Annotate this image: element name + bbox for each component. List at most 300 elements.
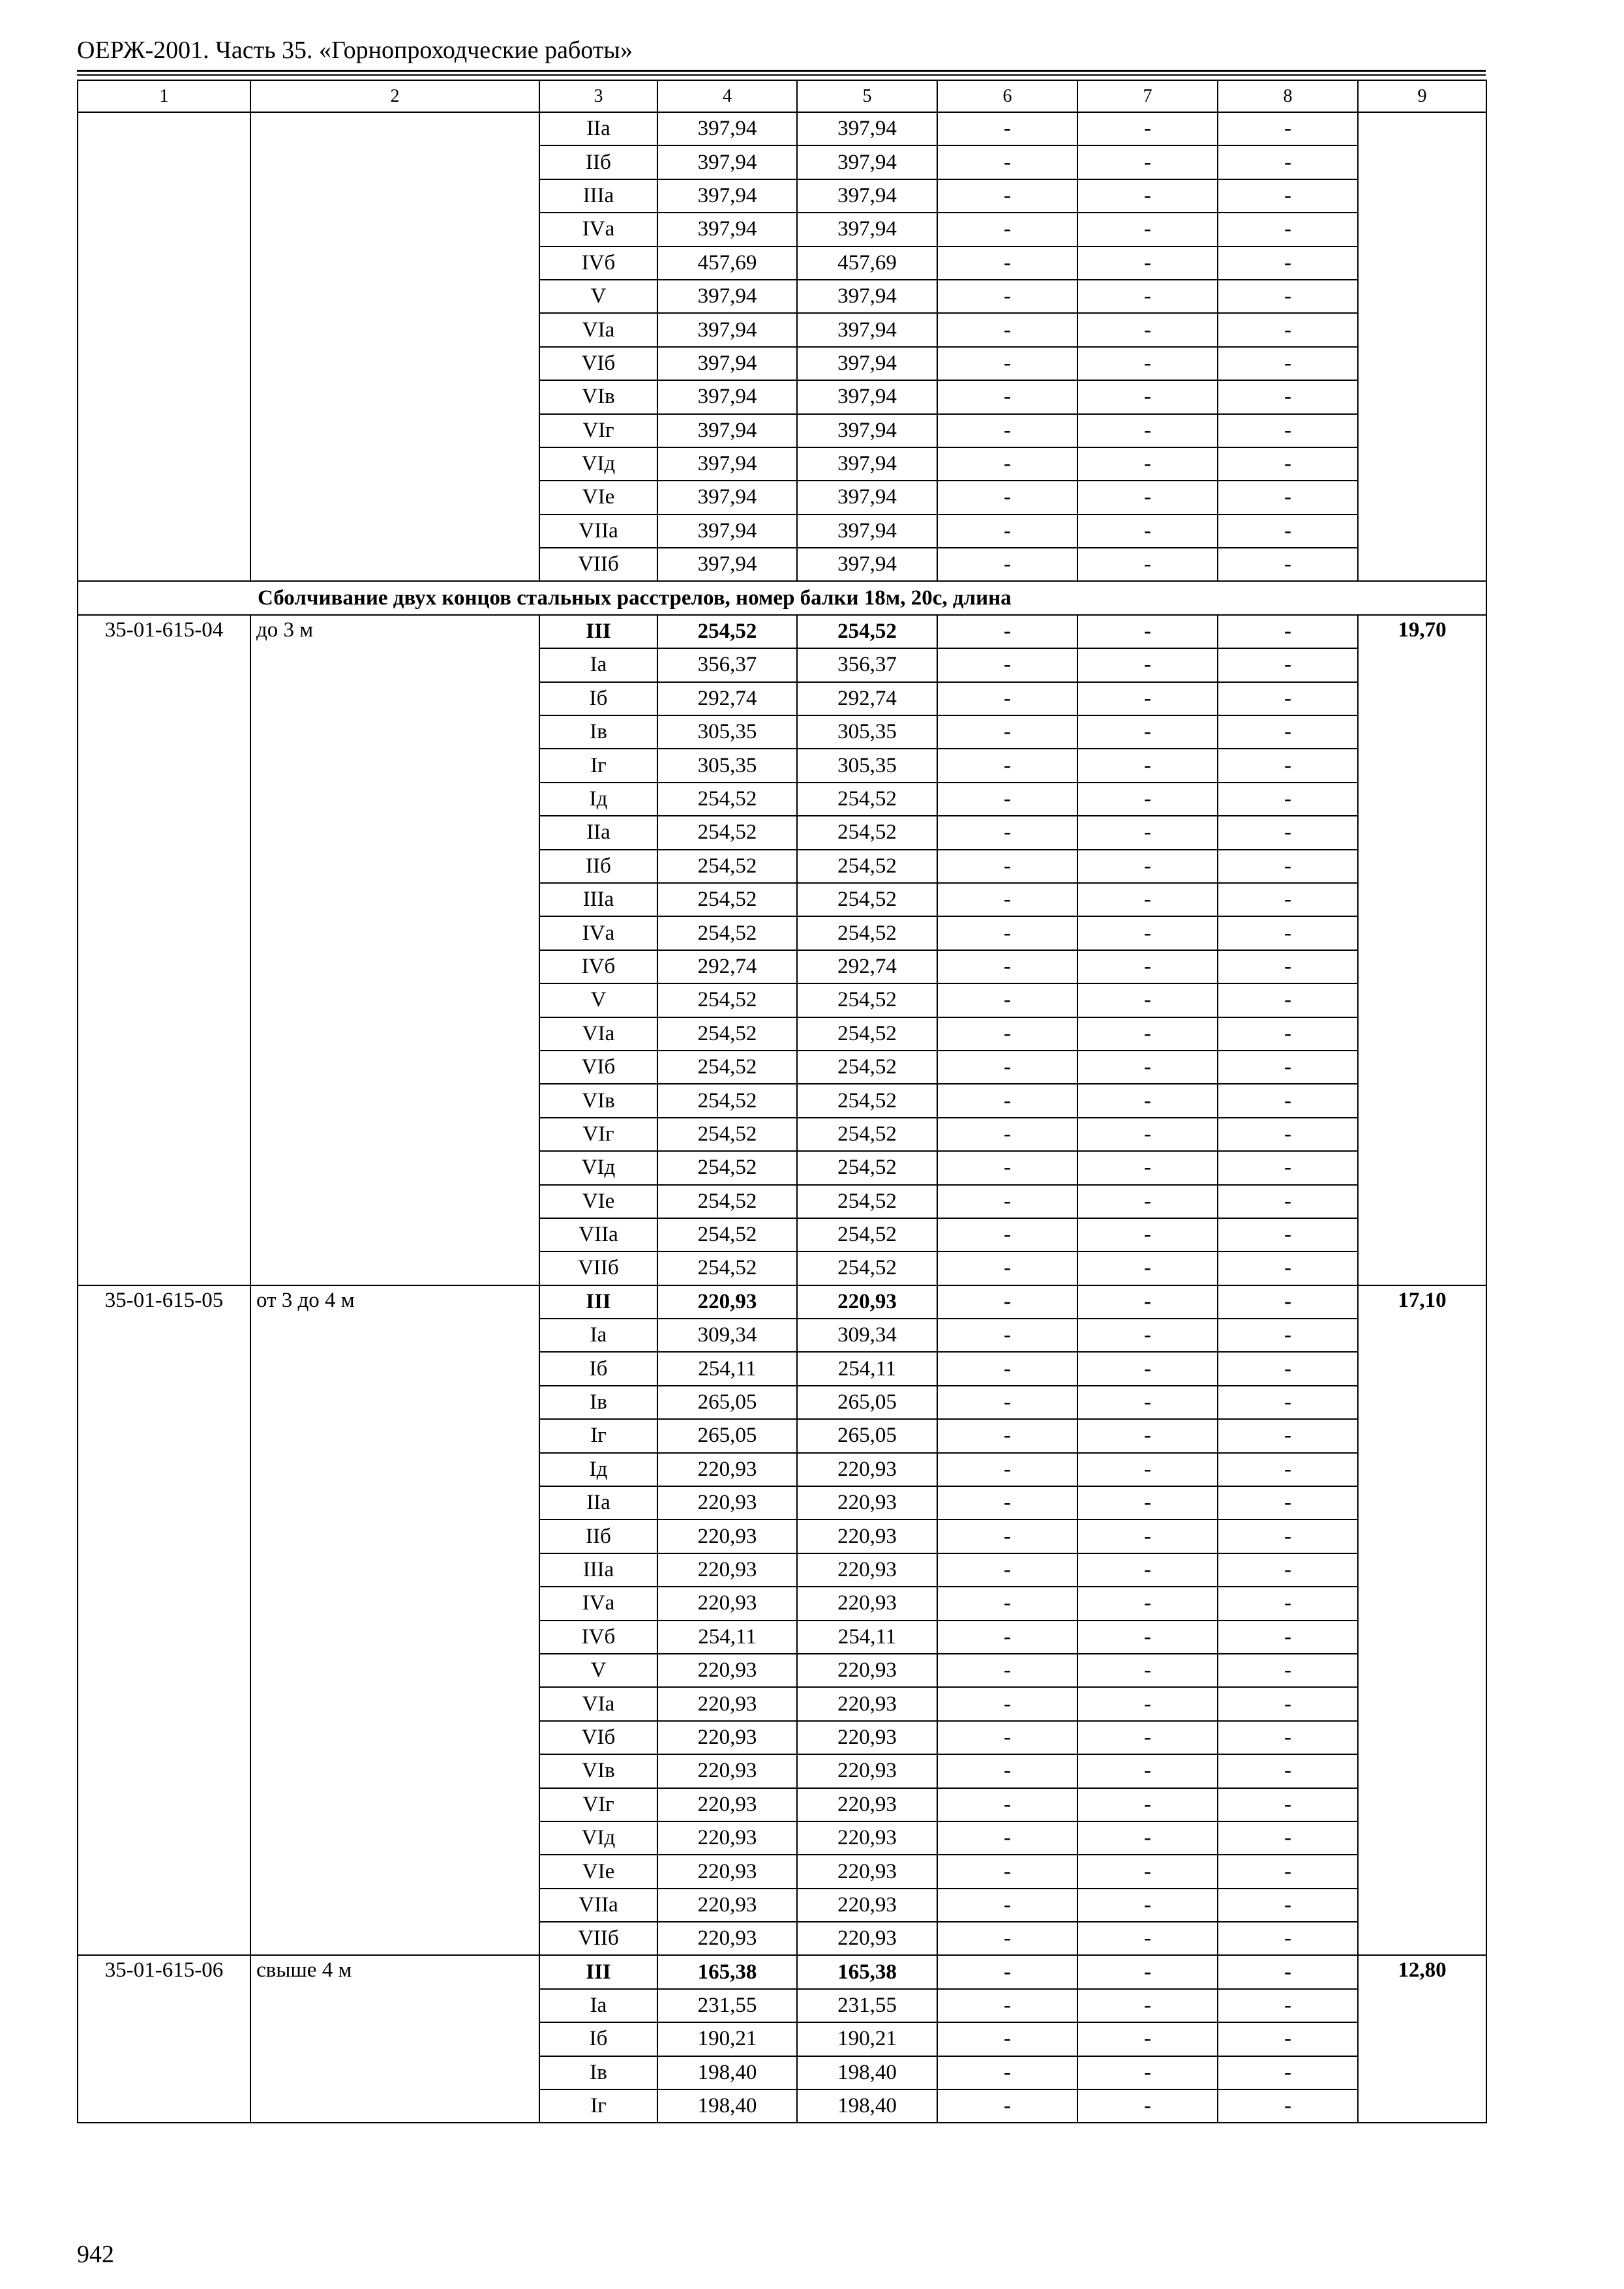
total-cell: 19,70 <box>1358 615 1486 1285</box>
category-cell: VIIа <box>539 515 657 548</box>
category-cell: V <box>539 280 657 313</box>
category-cell: IIIа <box>539 179 657 213</box>
category-cell: VIд <box>539 1821 657 1855</box>
dash-cell: - <box>937 1386 1077 1419</box>
dash-cell: - <box>1077 1319 1218 1352</box>
value-cell: 254,52 <box>657 1118 797 1151</box>
value-cell: 292,74 <box>657 682 797 715</box>
value-cell: 220,93 <box>797 1922 937 1955</box>
value-cell: 198,40 <box>797 2089 937 2123</box>
dash-cell: - <box>1077 1185 1218 1218</box>
value-cell: 397,94 <box>657 313 797 346</box>
dash-cell: - <box>937 1989 1077 2022</box>
value-cell: 254,11 <box>657 1352 797 1385</box>
value-cell: 220,93 <box>657 1553 797 1587</box>
dash-cell: - <box>937 1754 1077 1788</box>
value-cell: 220,93 <box>657 1721 797 1754</box>
dash-cell: - <box>1077 816 1218 849</box>
category-cell: VIг <box>539 1788 657 1821</box>
column-number-cell: 1 <box>78 80 250 112</box>
value-cell: 220,93 <box>797 1754 937 1788</box>
dash-cell: - <box>937 1319 1077 1352</box>
dash-cell: - <box>1077 1855 1218 1888</box>
category-cell: VIд <box>539 447 657 481</box>
dash-cell: - <box>1077 1587 1218 1620</box>
value-cell: 254,52 <box>797 816 937 849</box>
value-cell: 220,93 <box>657 1754 797 1788</box>
dash-cell: - <box>1077 749 1218 782</box>
dash-cell: - <box>1218 247 1358 280</box>
column-number-cell: 5 <box>797 80 937 112</box>
description-cell: до 3 м <box>250 615 539 1285</box>
category-cell: Iб <box>539 682 657 715</box>
category-cell: VIе <box>539 1855 657 1888</box>
total-cell: 17,10 <box>1358 1285 1486 1956</box>
value-cell: 397,94 <box>657 280 797 313</box>
dash-cell: - <box>937 1051 1077 1084</box>
dash-cell: - <box>1218 1285 1358 1319</box>
value-cell: 254,52 <box>657 1051 797 1084</box>
category-cell: VIв <box>539 1754 657 1788</box>
value-cell: 254,52 <box>657 1218 797 1251</box>
dash-cell: - <box>1077 1621 1218 1654</box>
category-cell: IIа <box>539 816 657 849</box>
category-cell: IIа <box>539 1486 657 1519</box>
dash-cell: - <box>1077 1721 1218 1754</box>
dash-cell: - <box>1218 1654 1358 1687</box>
value-cell: 397,94 <box>657 145 797 179</box>
value-cell: 397,94 <box>797 112 937 145</box>
category-cell: Iв <box>539 1386 657 1419</box>
category-cell: VIе <box>539 1185 657 1218</box>
value-cell: 254,52 <box>657 1251 797 1285</box>
dash-cell: - <box>1218 380 1358 413</box>
category-cell: IVб <box>539 950 657 983</box>
dash-cell: - <box>937 916 1077 950</box>
category-cell: Iб <box>539 1352 657 1385</box>
category-cell: IVа <box>539 916 657 950</box>
dash-cell: - <box>1077 1687 1218 1720</box>
dash-cell: - <box>937 1519 1077 1553</box>
category-cell: Iв <box>539 715 657 749</box>
dash-cell: - <box>1218 1922 1358 1955</box>
dash-cell: - <box>1077 783 1218 816</box>
dash-cell: - <box>1218 816 1358 849</box>
value-cell: 220,93 <box>657 1855 797 1888</box>
dash-cell: - <box>1077 2022 1218 2056</box>
dash-cell: - <box>1077 481 1218 514</box>
dash-cell: - <box>1218 883 1358 916</box>
total-cell <box>1358 112 1486 581</box>
value-cell: 397,94 <box>657 380 797 413</box>
value-cell: 254,52 <box>657 1084 797 1117</box>
category-cell: VIIа <box>539 1889 657 1922</box>
category-cell: Iг <box>539 1419 657 1452</box>
value-cell: 254,52 <box>797 850 937 883</box>
dash-cell: - <box>1218 1419 1358 1452</box>
dash-cell: - <box>1218 1486 1358 1519</box>
dash-cell: - <box>1077 1151 1218 1184</box>
category-cell: IIб <box>539 1519 657 1553</box>
category-cell: Iд <box>539 783 657 816</box>
dash-cell: - <box>937 280 1077 313</box>
value-cell: 305,35 <box>657 749 797 782</box>
value-cell: 254,52 <box>657 916 797 950</box>
value-cell: 397,94 <box>657 447 797 481</box>
dash-cell: - <box>937 1118 1077 1151</box>
value-cell: 254,52 <box>797 1218 937 1251</box>
dash-cell: - <box>1077 548 1218 581</box>
dash-cell: - <box>1077 1251 1218 1285</box>
dash-cell: - <box>1077 112 1218 145</box>
dash-cell: - <box>1077 2089 1218 2123</box>
dash-cell: - <box>1218 347 1358 380</box>
value-cell: 397,94 <box>797 313 937 346</box>
dash-cell: - <box>1077 313 1218 346</box>
category-cell: IIа <box>539 112 657 145</box>
dash-cell: - <box>937 1553 1077 1587</box>
category-cell: Iа <box>539 1319 657 1352</box>
value-cell: 305,35 <box>657 715 797 749</box>
value-cell: 397,94 <box>797 213 937 246</box>
dash-cell: - <box>937 783 1077 816</box>
value-cell: 397,94 <box>657 515 797 548</box>
dash-cell: - <box>1077 615 1218 648</box>
dash-cell: - <box>1077 1754 1218 1788</box>
dash-cell: - <box>937 247 1077 280</box>
dash-cell: - <box>1077 447 1218 481</box>
header-rule-thin <box>77 74 1486 76</box>
dash-cell: - <box>1218 1051 1358 1084</box>
dash-cell: - <box>1077 515 1218 548</box>
code-cell <box>78 112 250 581</box>
value-cell: 397,94 <box>657 481 797 514</box>
dash-cell: - <box>937 1721 1077 1754</box>
value-cell: 220,93 <box>657 1453 797 1486</box>
dash-cell: - <box>1218 1519 1358 1553</box>
header-rule-thick <box>77 70 1486 72</box>
code-cell: 35-01-615-06 <box>78 1955 250 2123</box>
dash-cell: - <box>937 850 1077 883</box>
dash-cell: - <box>1218 1386 1358 1419</box>
dash-cell: - <box>937 1955 1077 1988</box>
value-cell: 254,52 <box>797 615 937 648</box>
dash-cell: - <box>937 1587 1077 1620</box>
value-cell: 397,94 <box>797 347 937 380</box>
category-cell: III <box>539 615 657 648</box>
category-cell: Iа <box>539 648 657 681</box>
category-cell: V <box>539 983 657 1017</box>
value-cell: 220,93 <box>657 1821 797 1855</box>
dash-cell: - <box>937 414 1077 447</box>
dash-cell: - <box>937 1855 1077 1888</box>
dash-cell: - <box>937 213 1077 246</box>
dash-cell: - <box>1077 1486 1218 1519</box>
dash-cell: - <box>1218 615 1358 648</box>
dash-cell: - <box>937 883 1077 916</box>
dash-cell: - <box>1218 1721 1358 1754</box>
dash-cell: - <box>937 1185 1077 1218</box>
table-row <box>78 1955 1486 1988</box>
value-cell: 397,94 <box>657 548 797 581</box>
dash-cell: - <box>937 1654 1077 1687</box>
dash-cell: - <box>937 1889 1077 1922</box>
category-cell: Iд <box>539 1453 657 1486</box>
value-cell: 220,93 <box>657 1587 797 1620</box>
category-cell: VIIа <box>539 1218 657 1251</box>
value-cell: 305,35 <box>797 749 937 782</box>
value-cell: 397,94 <box>797 380 937 413</box>
dash-cell: - <box>937 749 1077 782</box>
dash-cell: - <box>937 682 1077 715</box>
value-cell: 254,11 <box>657 1621 797 1654</box>
category-cell: IIIа <box>539 883 657 916</box>
category-cell: IIIа <box>539 1553 657 1587</box>
dash-cell: - <box>1218 1319 1358 1352</box>
value-cell: 220,93 <box>797 1788 937 1821</box>
column-number-row <box>78 80 1486 112</box>
value-cell: 254,52 <box>797 1251 937 1285</box>
value-cell: 254,52 <box>797 1017 937 1051</box>
dash-cell: - <box>1077 1352 1218 1385</box>
dash-cell: - <box>1218 1352 1358 1385</box>
dash-cell: - <box>1077 1017 1218 1051</box>
category-cell: IIб <box>539 145 657 179</box>
value-cell: 254,52 <box>797 1084 937 1117</box>
dash-cell: - <box>937 2022 1077 2056</box>
category-cell: Iв <box>539 2056 657 2089</box>
value-cell: 397,94 <box>797 145 937 179</box>
value-cell: 220,93 <box>797 1855 937 1888</box>
dash-cell: - <box>1077 380 1218 413</box>
dash-cell: - <box>937 179 1077 213</box>
dash-cell: - <box>1077 850 1218 883</box>
category-cell: VIIб <box>539 1922 657 1955</box>
dash-cell: - <box>937 548 1077 581</box>
value-cell: 220,93 <box>797 1587 937 1620</box>
dash-cell: - <box>937 1352 1077 1385</box>
value-cell: 220,93 <box>657 1654 797 1687</box>
page-header: ОЕРЖ-2001. Часть 35. «Горнопроходческие работы» <box>77 37 633 64</box>
dash-cell: - <box>937 1218 1077 1251</box>
dash-cell: - <box>1218 1151 1358 1184</box>
value-cell: 254,52 <box>657 1185 797 1218</box>
dash-cell: - <box>1077 648 1218 681</box>
dash-cell: - <box>937 1621 1077 1654</box>
dash-cell: - <box>937 1419 1077 1452</box>
category-cell: III <box>539 1285 657 1319</box>
value-cell: 220,93 <box>657 1486 797 1519</box>
code-cell: 35-01-615-04 <box>78 615 250 1285</box>
dash-cell: - <box>1077 247 1218 280</box>
dash-cell: - <box>937 1285 1077 1319</box>
value-cell: 220,93 <box>657 1687 797 1720</box>
value-cell: 397,94 <box>657 112 797 145</box>
dash-cell: - <box>1218 515 1358 548</box>
category-cell: VIа <box>539 1017 657 1051</box>
dash-cell: - <box>1218 1788 1358 1821</box>
value-cell: 220,93 <box>797 1721 937 1754</box>
value-cell: 220,93 <box>797 1453 937 1486</box>
category-cell: IVб <box>539 247 657 280</box>
dash-cell: - <box>1218 179 1358 213</box>
value-cell: 292,74 <box>797 682 937 715</box>
dash-cell: - <box>1218 1855 1358 1888</box>
category-cell: VIб <box>539 1721 657 1754</box>
category-cell: VIа <box>539 1687 657 1720</box>
value-cell: 309,34 <box>657 1319 797 1352</box>
value-cell: 397,94 <box>797 179 937 213</box>
dash-cell: - <box>1077 1553 1218 1587</box>
dash-cell: - <box>1077 1821 1218 1855</box>
value-cell: 198,40 <box>657 2089 797 2123</box>
value-cell: 231,55 <box>797 1989 937 2022</box>
value-cell: 220,93 <box>657 1285 797 1319</box>
dash-cell: - <box>937 615 1077 648</box>
value-cell: 356,37 <box>657 648 797 681</box>
dash-cell: - <box>1218 950 1358 983</box>
dash-cell: - <box>937 648 1077 681</box>
column-number-cell: 4 <box>657 80 797 112</box>
value-cell: 220,93 <box>797 1519 937 1553</box>
dash-cell: - <box>937 112 1077 145</box>
dash-cell: - <box>1218 1587 1358 1620</box>
description-cell <box>250 112 539 581</box>
column-number-cell: 8 <box>1218 80 1358 112</box>
category-cell: VIб <box>539 1051 657 1084</box>
value-cell: 254,11 <box>797 1352 937 1385</box>
section-row <box>78 581 1486 614</box>
dash-cell: - <box>937 1453 1077 1486</box>
value-cell: 254,52 <box>797 783 937 816</box>
value-cell: 397,94 <box>657 414 797 447</box>
category-cell: VIа <box>539 313 657 346</box>
value-cell: 265,05 <box>797 1419 937 1452</box>
table-row <box>78 112 1486 145</box>
value-cell: 254,52 <box>657 783 797 816</box>
dash-cell: - <box>937 1486 1077 1519</box>
dash-cell: - <box>1218 1955 1358 1988</box>
dash-cell: - <box>1077 1955 1218 1988</box>
dash-cell: - <box>1077 1218 1218 1251</box>
value-cell: 220,93 <box>657 1788 797 1821</box>
value-cell: 220,93 <box>657 1889 797 1922</box>
dash-cell: - <box>1077 1654 1218 1687</box>
dash-cell: - <box>937 1151 1077 1184</box>
column-number-cell: 9 <box>1358 80 1486 112</box>
dash-cell: - <box>1077 179 1218 213</box>
dash-cell: - <box>937 2056 1077 2089</box>
dash-cell: - <box>1218 715 1358 749</box>
dash-cell: - <box>937 447 1077 481</box>
dash-cell: - <box>937 1687 1077 1720</box>
category-cell: VIIб <box>539 548 657 581</box>
category-cell: Iа <box>539 1989 657 2022</box>
category-cell: VIIб <box>539 1251 657 1285</box>
dash-cell: - <box>937 1251 1077 1285</box>
dash-cell: - <box>1077 983 1218 1017</box>
dash-cell: - <box>1218 1017 1358 1051</box>
dash-cell: - <box>1077 1285 1218 1319</box>
value-cell: 397,94 <box>797 447 937 481</box>
dash-cell: - <box>1077 2056 1218 2089</box>
value-cell: 292,74 <box>797 950 937 983</box>
value-cell: 220,93 <box>797 1654 937 1687</box>
dash-cell: - <box>1077 1519 1218 1553</box>
value-cell: 165,38 <box>797 1955 937 1988</box>
value-cell: 457,69 <box>657 247 797 280</box>
dash-cell: - <box>937 950 1077 983</box>
value-cell: 397,94 <box>657 179 797 213</box>
value-cell: 190,21 <box>797 2022 937 2056</box>
section-title: Сболчивание двух концов стальных расстрелов, номер балки 18м, 20с, длина <box>78 581 1486 614</box>
value-cell: 220,93 <box>797 1553 937 1587</box>
value-cell: 254,52 <box>797 983 937 1017</box>
value-cell: 220,93 <box>797 1486 937 1519</box>
dash-cell: - <box>1218 682 1358 715</box>
dash-cell: - <box>1077 916 1218 950</box>
total-cell: 12,80 <box>1358 1955 1486 2123</box>
value-cell: 292,74 <box>657 950 797 983</box>
category-cell: IVа <box>539 213 657 246</box>
dash-cell: - <box>1077 1419 1218 1452</box>
dash-cell: - <box>937 2089 1077 2123</box>
dash-cell: - <box>1218 648 1358 681</box>
value-cell: 254,52 <box>797 916 937 950</box>
value-cell: 198,40 <box>797 2056 937 2089</box>
description-cell: свыше 4 м <box>250 1955 539 2123</box>
column-number-cell: 7 <box>1077 80 1218 112</box>
category-cell: IVа <box>539 1587 657 1620</box>
dash-cell: - <box>1218 1453 1358 1486</box>
dash-cell: - <box>1077 347 1218 380</box>
dash-cell: - <box>1218 1251 1358 1285</box>
dash-cell: - <box>1077 1386 1218 1419</box>
dash-cell: - <box>1218 1687 1358 1720</box>
value-cell: 254,11 <box>797 1621 937 1654</box>
value-cell: 397,94 <box>797 548 937 581</box>
value-cell: 220,93 <box>657 1519 797 1553</box>
table-row <box>78 615 1486 648</box>
dash-cell: - <box>1218 280 1358 313</box>
category-cell: IVб <box>539 1621 657 1654</box>
column-number-cell: 2 <box>250 80 539 112</box>
value-cell: 254,52 <box>657 816 797 849</box>
dash-cell: - <box>1218 414 1358 447</box>
value-cell: 356,37 <box>797 648 937 681</box>
value-cell: 254,52 <box>657 850 797 883</box>
value-cell: 397,94 <box>797 414 937 447</box>
category-cell: VIб <box>539 347 657 380</box>
dash-cell: - <box>1077 950 1218 983</box>
value-cell: 254,52 <box>797 1118 937 1151</box>
category-cell: VIд <box>539 1151 657 1184</box>
value-cell: 397,94 <box>657 347 797 380</box>
table-row <box>78 1285 1486 1319</box>
page-number: 942 <box>77 2241 114 2268</box>
value-cell: 220,93 <box>797 1889 937 1922</box>
category-cell: VIг <box>539 414 657 447</box>
dash-cell: - <box>937 515 1077 548</box>
dash-cell: - <box>937 347 1077 380</box>
category-cell: VIв <box>539 1084 657 1117</box>
value-cell: 254,52 <box>797 1051 937 1084</box>
dash-cell: - <box>1077 1788 1218 1821</box>
dash-cell: - <box>1077 1118 1218 1151</box>
dash-cell: - <box>1218 1553 1358 1587</box>
value-cell: 220,93 <box>657 1922 797 1955</box>
description-cell: от 3 до 4 м <box>250 1285 539 1956</box>
